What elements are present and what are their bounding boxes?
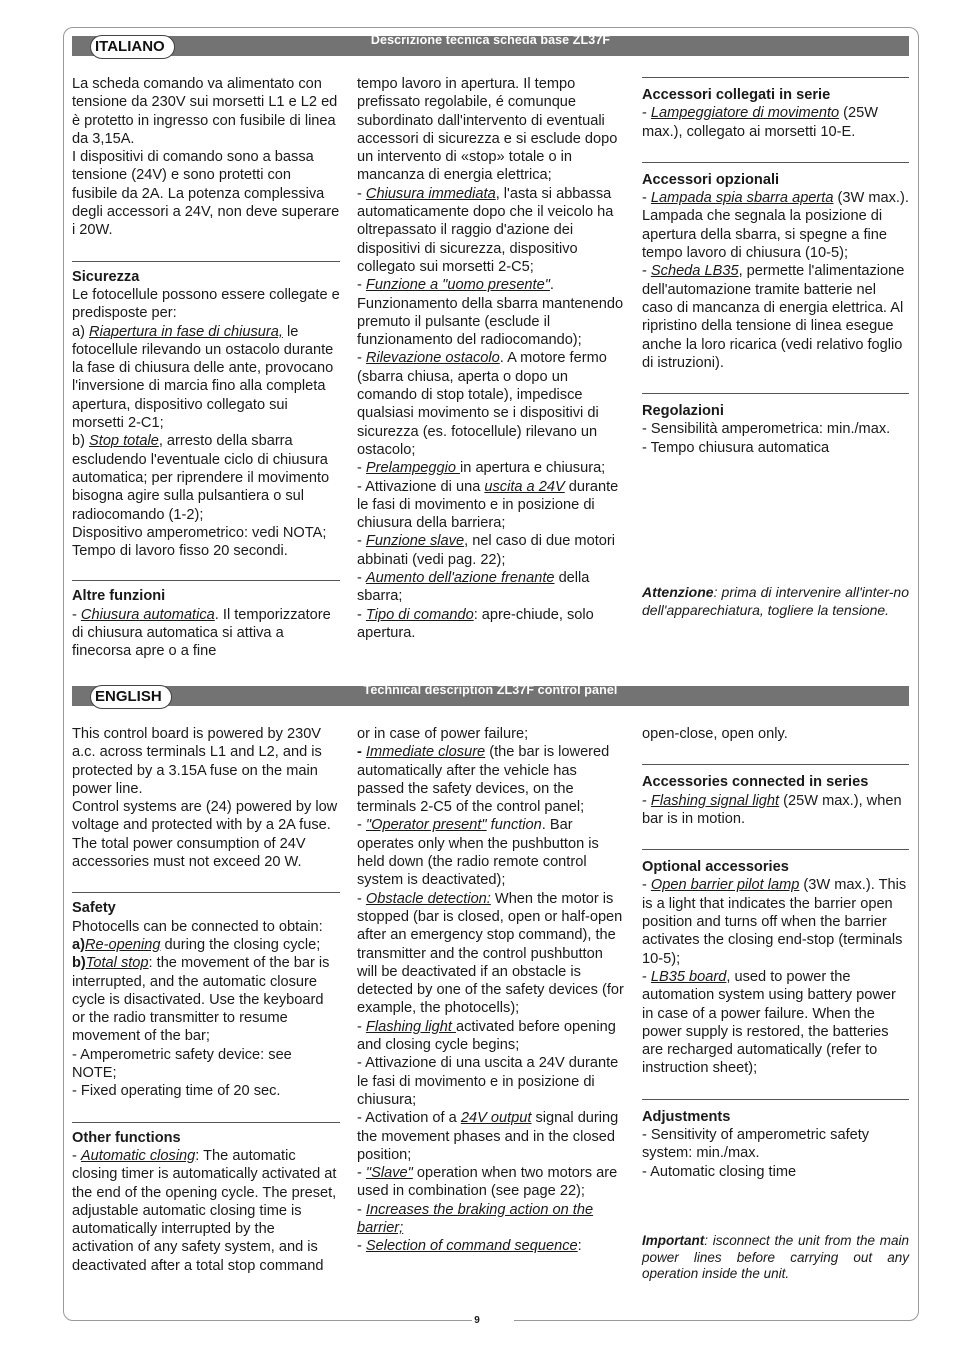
divider <box>642 77 909 86</box>
paragraph: - Tempo chiusura automatica <box>642 439 830 456</box>
paragraph: Tempo di lavoro fisso 20 secondi. <box>72 543 288 560</box>
heading-accessori-serie: Accessori collegati in serie <box>642 87 831 103</box>
paragraph: b) Stop totale, arresto della sbarra escludendo l'eventuale ciclo di chiusura automatica; per riprendere il movimento bisogna agire sulla pulsantiera o sul radiocomando (1-2); <box>72 433 330 523</box>
list-item: - Funzione slave, nel caso di due motori abbinati (vedi pag. 22); <box>357 533 615 568</box>
list-item: - Flashing light activated before opening and closing cycle begins; <box>357 1018 616 1054</box>
list-item: - Rilevazione ostacolo. A motore fermo (sbarra chiusa, aperta o dopo un comando di stop totale), impedisce qualsiasi movimento se i dispositivi di sicurezza (es. fotocellule) rilevano un ostacolo; <box>357 350 607 458</box>
list-item: - Increases the braking action on the barrier; <box>357 1201 594 1237</box>
list-item: - LB35 board, used to power the automation system using battery power in case of a power failure. When the power supply is restored, the batteries are recharged automatically (refer to instruction sheet); <box>642 968 896 1077</box>
paragraph: - Chiusura automatica. Il temporizzatore di chiusura automatica si attiva a finecorsa apre o a fine <box>72 606 331 660</box>
list-item: - "Slave" operation when two motors are used in combination (see page 22); <box>357 1165 618 1200</box>
divider <box>642 849 909 858</box>
list-item: - Chiusura immediata, l'asta si abbassa automaticamente dopo che il veicolo ha oltrepassato il raggio d'azione dei dispositivi di sicurezza, dispositivo collegato sui morsetti 2-C5; <box>357 185 614 275</box>
section-header-italiano <box>72 33 909 56</box>
paragraph: - Flashing signal light (25W max.), when bar is in motion. <box>642 792 902 827</box>
important-label: Important <box>642 1233 705 1248</box>
heading-optional-accessories: Optional accessories <box>642 859 789 876</box>
list-item: - Tipo di comando: apre-chiude, solo apertura. <box>357 606 594 641</box>
heading-adjustments: Adjustments <box>642 1108 731 1125</box>
heading-altre-funzioni: Altre funzioni <box>72 588 166 605</box>
it-column-3 <box>642 77 909 457</box>
paragraph: or in case of power failure; <box>357 726 529 742</box>
paragraph: - Sensibilità amperometrica: min./max. <box>642 421 891 438</box>
divider <box>72 580 340 587</box>
list-item: - Activation of a 24V output signal during the movement phases and in the closed position; <box>357 1110 619 1163</box>
heading-regolazioni: Regolazioni <box>642 403 724 420</box>
list-item: - "Operator present" function. Bar operates only when the pushbutton is held down (the radio remote control system is deactivated); <box>357 817 599 889</box>
list-item: - Prelampeggio in apertura e chiusura; <box>357 460 606 477</box>
en-column-2 <box>357 725 624 1256</box>
it-warning-note: Attenzione: prima di intervenire all'inter-no dell'apparechiatura, togliere la tensione. <box>642 584 909 618</box>
divider <box>72 261 340 268</box>
divider <box>72 1122 340 1129</box>
paragraph: tempo lavoro in apertura. Il tempo prefissato regolabile, é comunque subordinato dall'intervento di eventuali accessori di sicurezza e si esclude dopo un intervento di «stop» totale o in mancanza di energia elettrica; <box>357 76 618 184</box>
paragraph: - Fixed operating time of 20 sec. <box>72 1083 281 1100</box>
paragraph: open-close, open only. <box>642 726 788 742</box>
page-number: 9 <box>474 1315 480 1326</box>
paragraph: This control board is powered by 230V a.c. across terminals L1 and L2, and is protected by a 3.15A fuse on the main power line. <box>72 726 322 797</box>
section-title: Descrizione tecnica scheda base ZL37F <box>370 33 611 47</box>
paragraph: - Automatic closing: The automatic closing timer is automatically activated at the end of the opening cycle. The preset, adjustable automatic closing time is automatically interrupted by the activation of any safety system, and is deactivated after a total stop command <box>72 1147 337 1274</box>
paragraph: - Amperometric safety device: see NOTE; <box>72 1046 292 1082</box>
paragraph: Photocells can be connected to obtain: <box>72 918 323 935</box>
paragraph: - Sensitivity of amperometric safety system: min./max. <box>642 1127 870 1162</box>
divider <box>642 162 909 171</box>
en-column-1 <box>72 725 340 1275</box>
warning-label: Attenzione <box>642 584 714 600</box>
language-label: ENGLISH <box>90 685 172 709</box>
en-column-3 <box>642 725 909 1181</box>
it-column-1 <box>72 75 340 661</box>
paragraph: I dispositivi di comando sono a bassa tensione (24V) e sono protetti con fusibile da 2A. La potenza complessiva degli accessori a 24V, non deve superare i 20W. <box>72 149 340 239</box>
heading-safety: Safety <box>72 900 116 917</box>
list-item: - Open barrier pilot lamp (3W max.). This is a light that indicates the barrier open position and turns off when the barrier activates the closing end-stop (terminals 10-5); <box>642 877 907 967</box>
heading-other-functions: Other functions <box>72 1129 181 1146</box>
list-item: - Aumento dell'azione frenante della sbarra; <box>357 570 590 605</box>
section-header-english <box>72 683 909 706</box>
language-label: ITALIANO <box>90 35 175 59</box>
list-item: - Immediate closure (the bar is lowered automatically after the vehicle has passed the safety devices, on the terminals 2-C5 of the control panel; <box>357 744 610 816</box>
paragraph: Control systems are (24) powered by low voltage and protected with by a 2A fuse. <box>72 799 338 834</box>
paragraph: - Lampeggiatore di movimento (25W max.), collegato ai morsetti 10-E. <box>642 105 879 140</box>
paragraph: a) Riapertura in fase di chiusura, le fotocellule rilevando un ostacolo durante la fase di chiusura delle ante, provocano l'inversione di marcia fino alla completa apertura, dispositivo collegato sui morsetti 2-C1; <box>72 323 334 432</box>
heading-accessori-opzionali: Accessori opzionali <box>642 171 780 188</box>
section-title: Technical description ZL37F control panel <box>363 683 618 697</box>
heading-sicurezza: Sicurezza <box>72 268 140 285</box>
list-item: - Lampada spia sbarra aperta (3W max.). Lampada che segnala la posizione di apertura della sbarra, si spegne a fine tempo lavoro di chiusura (10-5); <box>642 190 909 262</box>
divider <box>642 764 909 773</box>
heading-accessories-series: Accessories connected in series <box>642 774 869 791</box>
divider <box>642 1099 909 1108</box>
paragraph: The total power consumption of 24V accessories must not exceed 20 W. <box>72 835 306 871</box>
paragraph: Dispositivo amperometrico: vedi NOTA; <box>72 524 327 541</box>
paragraph: - Automatic closing time <box>642 1163 797 1180</box>
list-item: - Selection of command sequence: <box>357 1238 582 1255</box>
divider <box>642 393 909 402</box>
list-item: - Funzione a "uomo presente". Funzionamento della sbarra mantenendo premuto il pulsante (esclude il funzionamento del radiocomando); <box>357 277 624 349</box>
en-important-note: Important: isconnect the unit from the main power lines before carrying out any operation inside the unit. <box>642 1233 909 1281</box>
paragraph: a)Re-opening during the closing cycle; <box>72 936 321 953</box>
list-item: - Obstacle detection: When the motor is stopped (bar is closed, open or half-open after an emergency stop command), the transmitter and the control pushbutton will be deactivated if an obstacle is detected by one of the safety devices (for example, the photocells); <box>357 890 624 1017</box>
list-item: - Attivazione di una uscita a 24V durante le fasi di movimento e in posizione di chiusura; <box>357 1055 619 1108</box>
paragraph: La scheda comando va alimentato con tensione da 230V sui morsetti L1 e L2 ed è protetto in ingresso con fusibile di linea da 3,15A. <box>72 76 338 147</box>
list-item: - Scheda LB35, permette l'alimentazione dell'automazione tramite batterie nel caso di mancanza di energia elettrica. Al ripristino della tensione di linea esegue anche la loro ricarica (vedi relativo foglio di istruzioni). <box>642 263 905 371</box>
paragraph: b)Total stop: the movement of the bar is interrupted, and the automatic closure cycle is disactivated. Use the keyboard or the radio transmitter to resume movement of the bar; <box>72 955 330 1045</box>
divider <box>72 892 340 899</box>
list-item: - Attivazione di una uscita a 24V durante le fasi di movimento e in posizione di chiusura della barriera; <box>357 478 619 532</box>
paragraph: Le fotocellule possono essere collegate e predisposte per: <box>72 286 340 322</box>
it-column-2 <box>357 75 624 642</box>
